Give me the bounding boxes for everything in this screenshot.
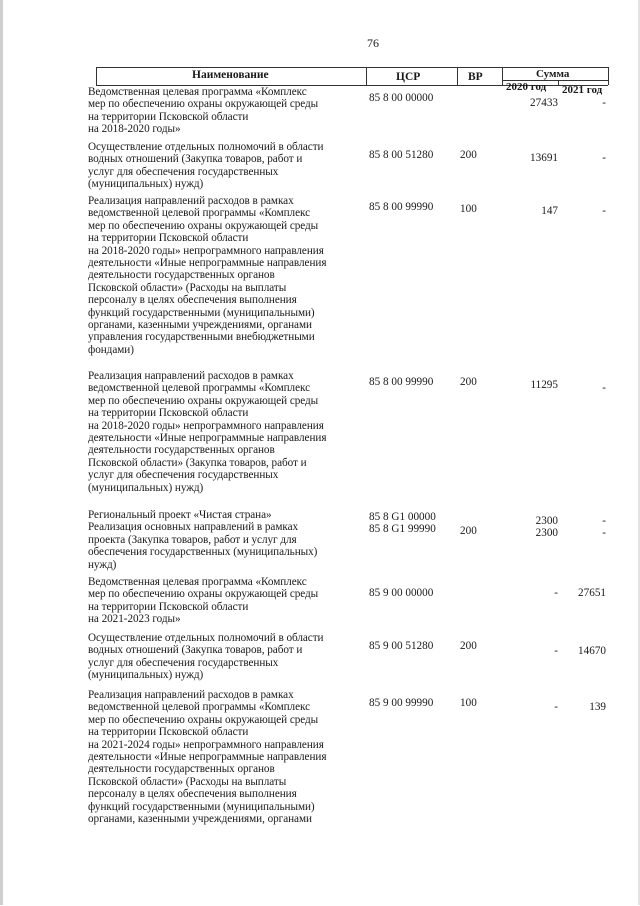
row-sum-2020: 2300 2300 (535, 515, 558, 540)
row-sum-2021: - - (602, 515, 606, 540)
row-csr: 85 9 00 51280 (369, 640, 434, 652)
header-top-rule (96, 67, 608, 68)
row-csr: 85 8 00 51280 (369, 149, 434, 161)
row-csr: 85 9 00 99990 (369, 697, 434, 709)
row-sum-2020: - (554, 587, 558, 599)
page-number: 76 (367, 36, 379, 50)
header-left-border (96, 67, 97, 85)
scan-edge-left (0, 0, 3, 905)
header-divider-sum (502, 67, 503, 85)
header-right-border (608, 67, 609, 85)
row-csr: 85 9 00 00000 (369, 587, 434, 599)
row-name: Региональный проект «Чистая страна» Реализация основных направлений в рамках проекта (Закупка товаров, работ и услуг для обеспечения государственных (муниципальных) нужд) (88, 509, 318, 571)
row-sum-2021: - (602, 97, 606, 109)
row-sum-2021: 27651 (578, 587, 606, 599)
row-sum-2020: 27433 (530, 97, 558, 109)
row-sum-2021: - (602, 152, 606, 164)
row-vr: 200 (460, 376, 477, 388)
row-name: Осуществление отдельных полномочий в области водных отношений (Закупка товаров, работ и услуг для обеспечения государственных (муниципальных) нужд) (88, 632, 324, 682)
budget-table (88, 58, 610, 906)
header-divider-years (558, 80, 559, 85)
row-vr: 200 (460, 149, 477, 161)
header-divider-csr (366, 67, 367, 85)
row-sum-2020: 13691 (530, 152, 558, 164)
row-vr: 200 (460, 525, 477, 537)
row-name: Ведомственная целевая программа «Комплекс мер по обеспечению охраны окружающей среды на территории Псковской области на 2018-2020 годы» (88, 86, 319, 136)
header-name: Наименование (192, 69, 269, 81)
header-sum: Сумма (536, 68, 570, 80)
row-csr: 85 8 00 99990 (369, 201, 434, 213)
row-name: Реализация направлений расходов в рамках ведомственной целевой программы «Комплекс мер по обеспечению охраны окружающей среды на территории Псковской области на 2021-2024 годы» непрограммного направления деятельности «Иные непрограммные направления деятельности государственных органов Псковской области» (Расходы на выплаты персоналу в целях обеспечения выполнения функций государственными (муниципальными) органами, казенными учреждениями, органами (88, 689, 327, 826)
row-sum-2020: - (554, 645, 558, 657)
row-sum-2020: 11295 (530, 379, 558, 391)
header-csr: ЦСР (396, 71, 421, 83)
header-divider-vr (457, 67, 458, 85)
header-2021: 2021 год (562, 84, 603, 96)
row-sum-2020: 147 (541, 205, 558, 217)
row-sum-2021: - (602, 382, 606, 394)
row-csr: 85 8 00 99990 (369, 376, 434, 388)
header-2020: 2020 год (506, 81, 547, 93)
row-vr: 100 (460, 697, 477, 709)
row-csr: 85 8 00 00000 (369, 92, 434, 104)
row-sum-2021: - (602, 205, 606, 217)
row-name: Реализация направлений расходов в рамках ведомственной целевой программы «Комплекс мер по обеспечению охраны окружающей среды на территории Псковской области на 2018-2020 годы» непрограммного направления деятельности «Иные непрограммные направления деятельности государственных органов Псковской области» (Расходы на выплаты персоналу в целях обеспечения выполнения функций государственными (муниципальными) органами, казенными учреждениями, органами управления государственными внебюджетными фондами) (88, 195, 327, 356)
row-name: Осуществление отдельных полномочий в области водных отношений (Закупка товаров, работ и услуг для обеспечения государственных (муниципальных) нужд) (88, 141, 324, 191)
row-name: Реализация направлений расходов в рамках ведомственной целевой программы «Комплекс мер по обеспечению охраны окружающей среды на территории Псковской области на 2018-2020 годы» непрограммного направления деятельности «Иные непрограммные направления деятельности государственных органов Псковской области» (Закупка товаров, работ и услуг для обеспечения государственных (муниципальных) нужд) (88, 370, 327, 494)
row-sum-2020: - (554, 701, 558, 713)
row-vr: 100 (460, 203, 477, 215)
row-csr: 85 8 G1 00000 85 8 G1 99990 (369, 511, 436, 536)
header-vr: ВР (468, 71, 483, 83)
row-name: Ведомственная целевая программа «Комплекс мер по обеспечению охраны окружающей среды на территории Псковской области на 2021-2023 годы» (88, 576, 319, 626)
row-sum-2021: 14670 (578, 645, 606, 657)
row-sum-2021: 139 (589, 701, 606, 713)
row-vr: 200 (460, 640, 477, 652)
